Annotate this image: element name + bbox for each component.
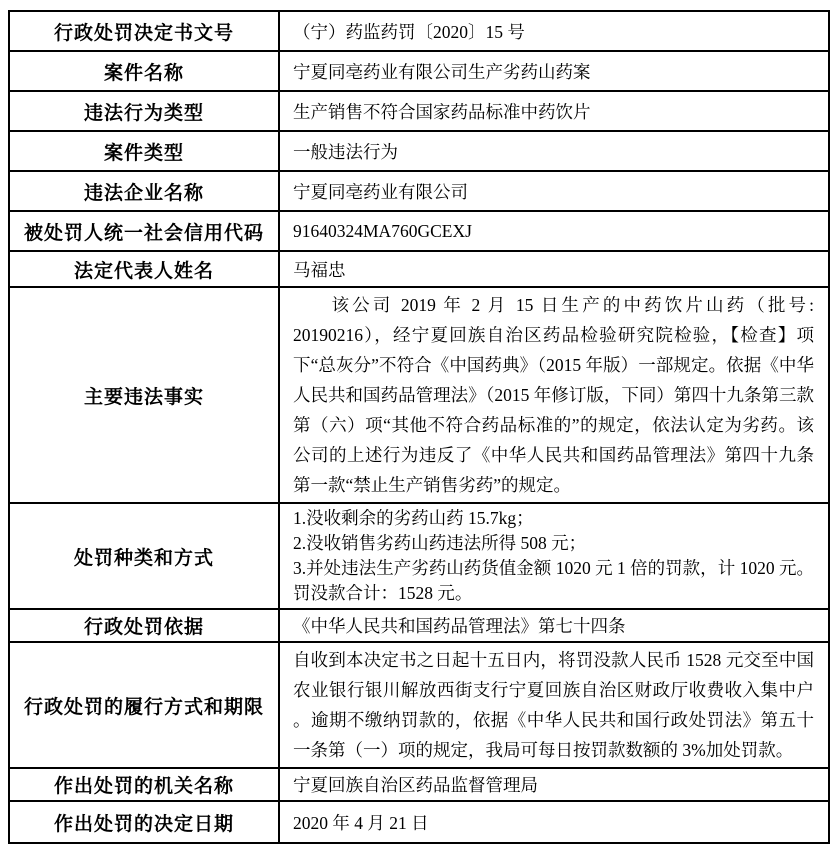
row-decision-number [9, 11, 829, 51]
execution-method-deadline-label: 行政处罚的履行方式和期限 [9, 642, 279, 768]
violation-type-value [279, 91, 829, 131]
row-penalty-basis [9, 609, 829, 642]
execution-method-deadline-text: 自收到本决定书之日起十五日内，将罚没款人民币 1528 元交至中国农业银行银川解放西街支行宁夏回族自治区财政厅收费收入集中户 。逾期不缴纳罚款的，依据《中华人民共和国行政处罚法》第五十一条第（一）项的规定，我局可每日按罚款数额的 3%加处罚款。 [293, 650, 814, 760]
row-case-type [9, 131, 829, 171]
case-type-value [279, 131, 829, 171]
decision-number-text: （宁）药监药罚〔2020〕15 号 [293, 21, 525, 42]
penalty-authority-label: 作出处罚的机关名称 [9, 768, 279, 801]
row-credit-code [9, 211, 829, 251]
case-type-text: 一般违法行为 [293, 141, 398, 162]
decision-date-text: 2020 年 4 月 21 日 [293, 812, 429, 833]
credit-code-value [279, 211, 829, 251]
penalty-basis-label: 行政处罚依据 [9, 609, 279, 642]
row-company-name [9, 171, 829, 211]
row-penalty-type-method [9, 503, 829, 609]
decision-number-value [279, 11, 829, 51]
legal-representative-text: 马福忠 [293, 259, 346, 280]
main-illegal-facts-value [279, 287, 829, 503]
execution-method-deadline-value [279, 642, 829, 768]
legal-representative-label: 法定代表人姓名 [9, 251, 279, 287]
penalty-item-3: 3.并处违法生产劣药山药货值金额 1020 元 1 倍的罚款，计 1020 元。罚没款合计：1528 元。 [293, 558, 814, 603]
penalty-authority-text: 宁夏回族自治区药品监督管理局 [293, 775, 538, 795]
penalty-item-2: 2.没收销售劣药山药违法所得 508 元； [293, 533, 587, 553]
company-name-text: 宁夏同亳药业有限公司 [293, 181, 468, 202]
row-legal-representative [9, 251, 829, 287]
row-decision-date [9, 801, 829, 843]
penalty-basis-value [279, 609, 829, 642]
case-name-label: 案件名称 [9, 51, 279, 91]
decision-number-label: 行政处罚决定书文号 [9, 11, 279, 51]
violation-type-text: 生产销售不符合国家药品标准中药饮片 [293, 101, 591, 122]
case-name-value [279, 51, 829, 91]
decision-date-label: 作出处罚的决定日期 [9, 801, 279, 843]
main-illegal-facts-text: 该公司 2019 年 2 月 15 日生产的中药饮片山药（批号: 20190216），经宁夏回族自治区药品检验研究院检验，【检查】项下“总灰分”不符合《中国药典》（2015 年版）一部规定。依据《中华人民共和国药品管理法》（2015 年修订版，下同）第四十九条第三款第（六）项“其他不符合药品标准的”的规定，依法认定为劣药。该公司的上述行为违反了《中华人民共和国药品管理法》第四十九条第一款“禁止生产销售劣药”的规定。 [293, 295, 814, 495]
credit-code-label: 被处罚人统一社会信用代码 [9, 211, 279, 251]
decision-date-value [279, 801, 829, 843]
main-illegal-facts-label: 主要违法事实 [9, 287, 279, 503]
legal-representative-value [279, 251, 829, 287]
row-violation-type [9, 91, 829, 131]
company-name-value [279, 171, 829, 211]
penalty-authority-value [279, 768, 829, 801]
case-name-text: 宁夏同亳药业有限公司生产劣药山药案 [293, 61, 591, 82]
penalty-basis-text: 《中华人民共和国药品管理法》第七十四条 [293, 616, 626, 636]
case-type-label: 案件类型 [9, 131, 279, 171]
row-penalty-authority [9, 768, 829, 801]
penalty-item-1: 1.没收剩余的劣药山药 15.7kg； [293, 508, 534, 528]
violation-type-label: 违法行为类型 [9, 91, 279, 131]
row-main-illegal-facts [9, 287, 829, 503]
credit-code-text: 91640324MA760GCEXJ [293, 220, 472, 241]
row-execution-method-deadline [9, 642, 829, 768]
penalty-table [8, 10, 830, 844]
penalty-type-method-value [279, 503, 829, 609]
row-case-name [9, 51, 829, 91]
company-name-label: 违法企业名称 [9, 171, 279, 211]
penalty-type-method-label: 处罚种类和方式 [9, 503, 279, 609]
